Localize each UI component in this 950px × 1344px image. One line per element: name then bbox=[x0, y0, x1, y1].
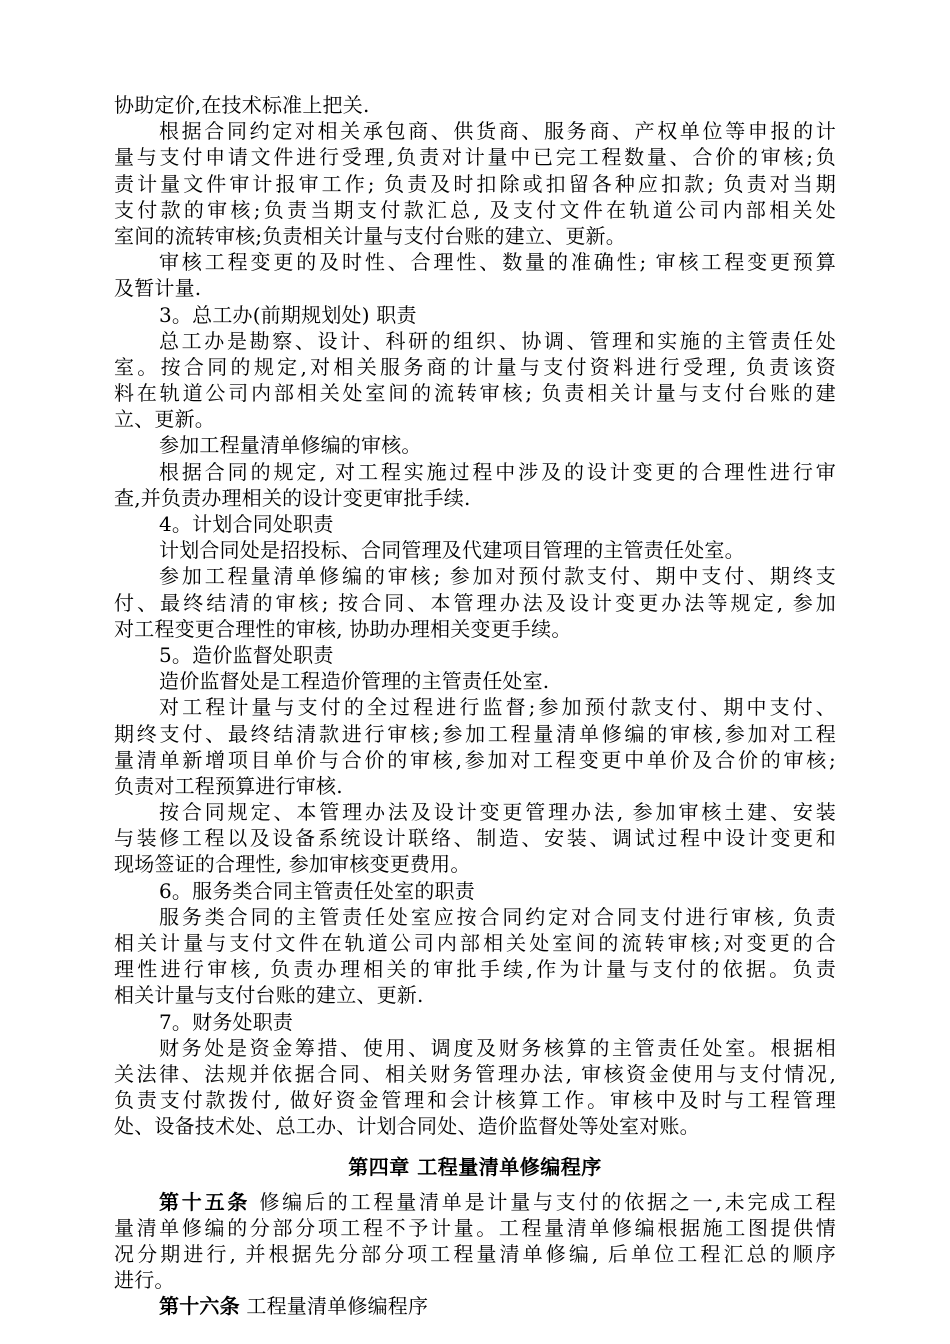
text-line: 支付款的审核;负责当期支付款汇总, 及支付文件在轨道公司内部相关处 bbox=[114, 197, 836, 222]
text-line: 负责对工程预算进行审核. bbox=[114, 773, 343, 798]
text-line: 现场签证的合理性, 参加审核变更费用。 bbox=[114, 852, 471, 877]
text-line: 对工程变更合理性的审核, 协助办理相关变更手续。 bbox=[114, 616, 572, 641]
text-line: 期终支付、最终结清款进行审核;参加工程量清单修编的审核,参加对工程 bbox=[114, 721, 836, 746]
text-line: 造价监督处是工程造价管理的主管责任处室. bbox=[159, 669, 550, 694]
text-line: 根据合同约定对相关承包商、供货商、服务商、产权单位等申报的计 bbox=[159, 119, 836, 144]
article-16-line bbox=[114, 1293, 836, 1319]
text-line: 量清单新增项目单价与合价的审核,参加对工程变更中单价及合价的审核; bbox=[114, 747, 836, 772]
article-15-line-2: 量清单修编的分部分项工程不予计量。工程量清单修编根据施工图提供情 bbox=[114, 1215, 836, 1240]
text-line: 参加工程量清单修编的审核。 bbox=[159, 433, 422, 458]
text-line: 审核工程变更的及时性、合理性、数量的准确性; 审核工程变更预算 bbox=[159, 250, 836, 275]
text-line: 关法律、法规并依据合同、相关财务管理办法, 审核资金使用与支付情况, bbox=[114, 1061, 836, 1086]
text-line: 处、设备技术处、总工办、计划合同处、造价监督处等处室对账。 bbox=[114, 1114, 700, 1139]
text-line: 3。总工办(前期规划处) 职责 bbox=[159, 302, 417, 327]
text-line: 协助定价,在技术标准上把关. bbox=[114, 93, 370, 117]
text-line: 付、最终结清的审核; 按合同、本管理办法及设计变更办法等规定, 参加 bbox=[114, 590, 836, 615]
text-line: 财务处是资金筹措、使用、调度及财务核算的主管责任处室。根据相 bbox=[159, 1035, 836, 1060]
text-line: 6。服务类合同主管责任处室的职责 bbox=[159, 878, 475, 903]
article-15-line-3: 况分期进行, 并根据先分部分项工程量清单修编, 后单位工程汇总的顺序 bbox=[114, 1241, 836, 1266]
text-line: 7。财务处职责 bbox=[159, 1009, 294, 1034]
article-16 bbox=[114, 1293, 836, 1319]
text-line: 计划合同处是招投标、合同管理及代建项目管理的主管责任处室。 bbox=[159, 538, 745, 563]
text-line: 根据合同的规定, 对工程实施过程中涉及的设计变更的合理性进行审 bbox=[159, 459, 836, 484]
article-15-text-1: 修编后的工程量清单是计量与支付的依据之一,未完成工程 bbox=[250, 1189, 836, 1214]
text-line: 查,并负责办理相关的设计变更审批手续. bbox=[114, 485, 471, 510]
article-15-line-1 bbox=[114, 1189, 836, 1215]
chapter-heading: 第四章 工程量清单修编程序 bbox=[348, 1154, 602, 1179]
text-line: 参加工程量清单修编的审核; 参加对预付款支付、期中支付、期终支 bbox=[159, 564, 836, 589]
text-line: 服务类合同的主管责任处室应按合同约定对合同支付进行审核, 负责 bbox=[159, 904, 836, 929]
body-text bbox=[114, 92, 836, 1140]
text-line: 相关计量与支付文件在轨道公司内部相关处室间的流转审核;对变更的合 bbox=[114, 931, 836, 955]
text-line: 责计量文件审计报审工作; 负责及时扣除或扣留各种应扣款; 负责对当期 bbox=[114, 171, 836, 196]
text-line: 按合同规定、本管理办法及设计变更管理办法, 参加审核土建、安装 bbox=[159, 800, 836, 825]
text-line: 4。计划合同处职责 bbox=[159, 512, 334, 536]
text-line: 负责支付款拨付, 做好资金管理和会计核算工作。审核中及时与工程管理 bbox=[114, 1088, 836, 1113]
article-16-label: 第十六条 bbox=[159, 1294, 240, 1319]
text-line: 总工办是勘察、设计、科研的组织、协调、管理和实施的主管责任处 bbox=[159, 328, 836, 353]
text-line: 及暂计量. bbox=[114, 276, 202, 301]
document-page bbox=[114, 92, 836, 1319]
text-line: 立、更新。 bbox=[114, 407, 215, 432]
text-line: 量与支付申请文件进行受理,负责对计量中已完工程数量、合价的审核;负 bbox=[114, 145, 836, 170]
text-line: 料在轨道公司内部相关处室间的流转审核; 负责相关计量与支付台账的建 bbox=[114, 381, 836, 406]
text-line: 对工程计量与支付的全过程进行监督;参加预付款支付、期中支付、 bbox=[159, 695, 836, 720]
text-line: 相关计量与支付台账的建立、更新. bbox=[114, 983, 424, 1008]
article-15 bbox=[114, 1189, 836, 1294]
article-15-line-4: 进行。 bbox=[114, 1268, 175, 1293]
text-line: 室。按合同的规定,对相关服务商的计量与支付资料进行受理, 负责该资 bbox=[114, 354, 836, 379]
article-15-label: 第十五条 bbox=[159, 1189, 251, 1214]
text-line: 理性进行审核, 负责办理相关的审批手续,作为计量与支付的依据。负责 bbox=[114, 957, 836, 982]
text-line: 与装修工程以及设备系统设计联络、制造、安装、调试过程中设计变更和 bbox=[114, 826, 836, 851]
text-line: 5。造价监督处职责 bbox=[159, 642, 334, 667]
text-line: 室间的流转审核;负责相关计量与支付台账的建立、更新。 bbox=[114, 223, 626, 248]
article-16-text: 工程量清单修编程序 bbox=[239, 1294, 429, 1319]
